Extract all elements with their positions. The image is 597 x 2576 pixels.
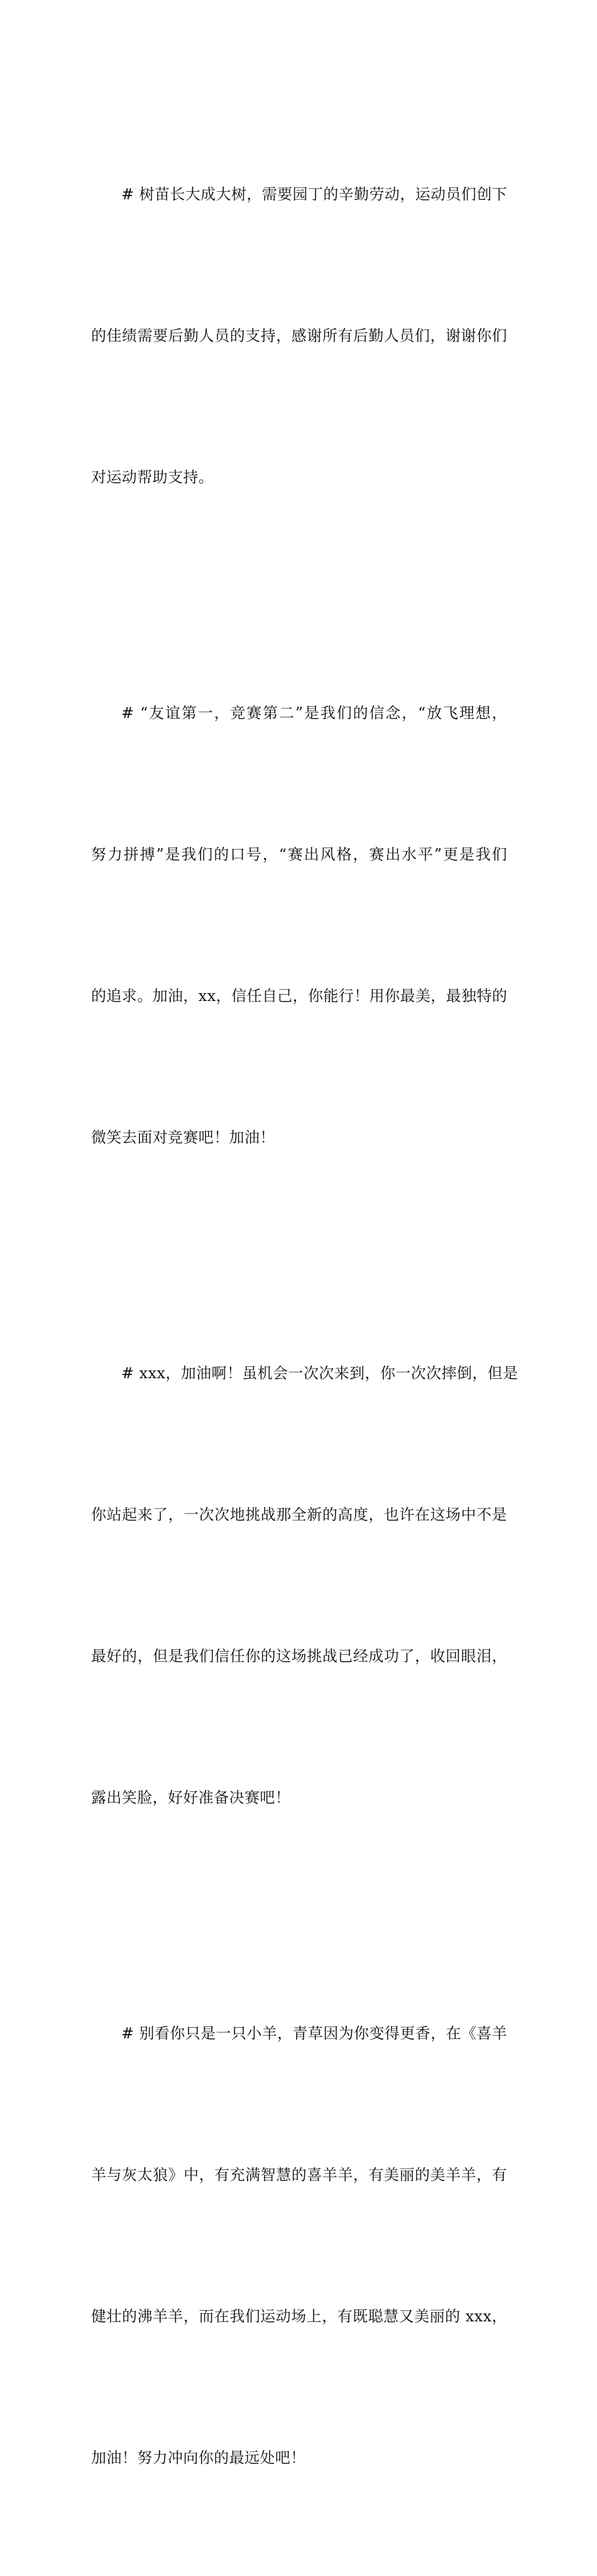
paragraph-line: # xxx，加油啊！虽机会一次次来到，你一次次摔倒，但是	[121, 1364, 518, 1382]
paragraph-4	[91, 1916, 507, 2576]
paragraph-line: 的佳绩需要后勤人员的支持，感谢所有后勤人员们，谢谢你们	[91, 327, 507, 345]
paragraph-line: # “友谊第一，竞赛第二”是我们的信念，“放飞理想，	[121, 704, 507, 722]
paragraph-line: 对运动帮助支持。	[91, 468, 214, 486]
paragraph-line: # 别看你只是一只小羊，青草因为你变得更香，在《喜羊	[121, 2025, 508, 2042]
paragraph-line: 健壮的沸羊羊，而在我们运动场上，有既聪慧又美丽的 xxx，	[91, 2308, 507, 2325]
paragraph-line: 的追求。加油，xx，信任自己，你能行！用你最美，最独特的	[91, 987, 508, 1005]
paragraph-line: 加油！努力冲向你的最远处吧！	[91, 2449, 306, 2467]
paragraph-line: 最好的，但是我们信任你的这场挑战已经成功了，收回眼泪，	[91, 1647, 507, 1665]
paragraph-1	[91, 77, 507, 595]
paragraph-line: 你站起来了，一次次地挑战那全新的高度，也许在这场中不是	[91, 1506, 507, 1523]
paragraph-2	[91, 595, 507, 1256]
paragraph-line: 努力拼搏”是我们的口号，“赛出风格，赛出水平”更是我们	[91, 846, 507, 863]
paragraph-line: 羊与灰太狼》中，有充满智慧的喜羊羊，有美丽的美羊羊，有	[91, 2166, 507, 2184]
paragraph-line: 露出笑脸，好好准备决赛吧！	[91, 1789, 291, 1806]
document-body	[91, 77, 518, 2576]
paragraph-3	[91, 1256, 518, 1916]
paragraph-line: # 树苗长大成大树，需要园丁的辛勤劳动，运动员们创下	[121, 185, 508, 203]
paragraph-line: 微笑去面对竞赛吧！加油！	[91, 1129, 275, 1146]
